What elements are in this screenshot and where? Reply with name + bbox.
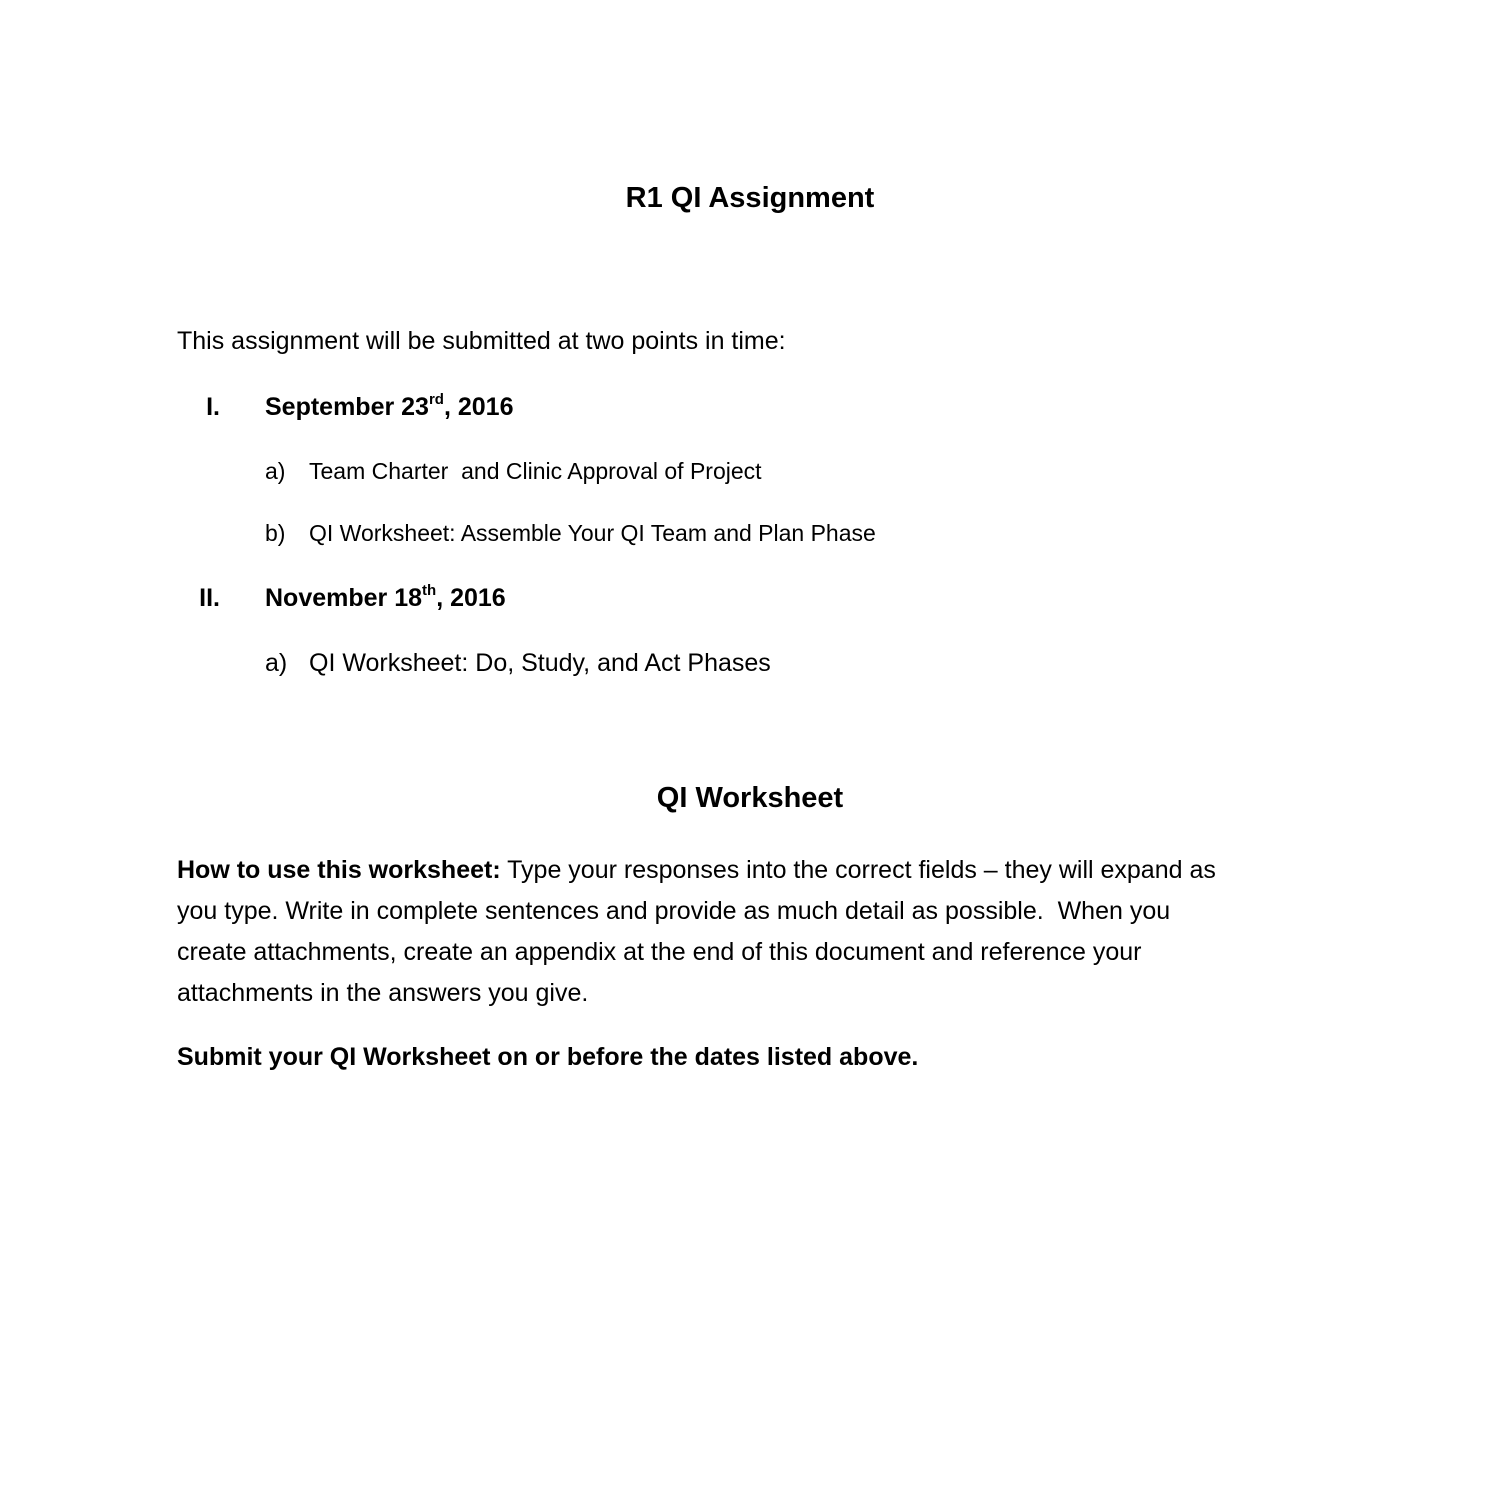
date-suffix: th xyxy=(422,582,437,599)
date-main: November 18 xyxy=(265,584,423,612)
date-year: , 2016 xyxy=(436,584,506,612)
date-suffix: rd xyxy=(428,391,444,408)
howto-line: attachments in the answers you give. xyxy=(177,979,589,1007)
section-date xyxy=(265,580,506,616)
howto-line: create attachments, create an appendix at the end of this document and reference your xyxy=(177,938,1142,966)
document-title: R1 QI Assignment xyxy=(625,182,875,214)
list-item-text: QI Worksheet: Assemble Your QI Team and Plan Phase xyxy=(309,520,876,546)
howto-line xyxy=(177,850,1327,891)
section-numeral: II. xyxy=(199,584,220,612)
submit-note: Submit your QI Worksheet on or before the dates listed above. xyxy=(177,1043,919,1071)
howto-label: How to use this worksheet: xyxy=(177,856,501,884)
intro-text: This assignment will be submitted at two points in time: xyxy=(177,327,786,355)
section-numeral: I. xyxy=(206,393,220,421)
list-item-text: QI Worksheet: Do, Study, and Act Phases xyxy=(309,649,771,677)
howto-line: you type. Write in complete sentences and provide as much detail as possible. When you xyxy=(177,897,1171,925)
section-date xyxy=(265,389,513,425)
list-item-letter: b) xyxy=(265,520,286,546)
list-item-letter: a) xyxy=(265,458,286,484)
howto-text: Type your responses into the correct fields – they will expand as xyxy=(500,856,1216,884)
date-main: September 23 xyxy=(265,393,429,421)
list-item-letter: a) xyxy=(265,649,288,677)
date-year: , 2016 xyxy=(443,393,514,421)
howto-paragraph xyxy=(177,850,1327,1014)
list-item-text: Team Charter and Clinic Approval of Project xyxy=(309,458,762,484)
worksheet-title: QI Worksheet xyxy=(656,782,844,814)
